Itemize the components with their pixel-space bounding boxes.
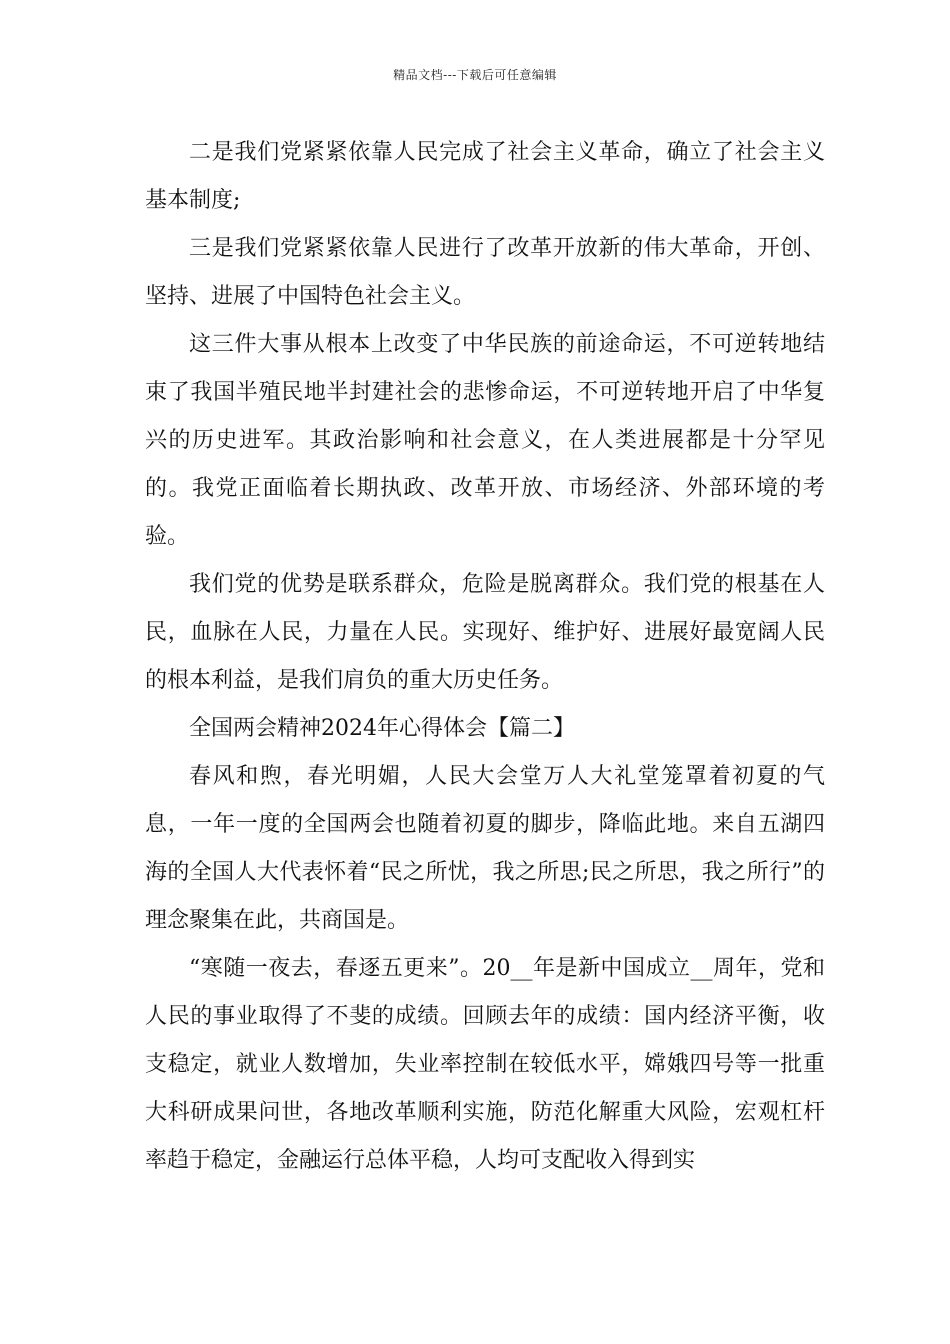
paragraph-4: 我们党的优势是联系群众，危险是脱离群众。我们党的根基在人民，血脉在人民，力量在人民。实现好、维护好、进展好最宽阔人民的根本利益，是我们肩负的重大历史任务。 <box>145 572 825 693</box>
paragraph-6: “寒随一夜去，春逐五更来”。20__年是新中国成立__周年，党和人民的事业取得了不斐的成绩。回顾去年的成绩：国内经济平衡，收支稳定，就业人数增加，失业率控制在较低水平，嫦娥四号等一批重大科研成果问世，各地改革顺利实施，防范化解重大风险，宏观杠杆率趋于稳定，金融运行总体平稳，人均可支配收入得到实 <box>145 956 825 1173</box>
paragraph-1: 二是我们党紧紧依靠人民完成了社会主义革命，确立了社会主义基本制度; <box>145 140 825 213</box>
section-heading: 全国两会精神2024年心得体会【篇二】 <box>189 716 575 741</box>
paragraph-3: 这三件大事从根本上改变了中华民族的前途命运，不可逆转地结束了我国半殖民地半封建社会的悲惨命运，不可逆转地开启了中华复兴的历史进军。其政治影响和社会意义，在人类进展都是十分罕见的。我党正面临着长期执政、改革开放、市场经济、外部环境的考验。 <box>145 332 825 549</box>
document-body <box>145 129 825 1185</box>
paragraph-5: 春风和煦，春光明媚，人民大会堂万人大礼堂笼罩着初夏的气息，一年一度的全国两会也随着初夏的脚步，降临此地。来自五湖四海的全国人大代表怀着“民之所忧，我之所思;民之所思，我之所行”的理念聚集在此，共商国是。 <box>145 764 825 933</box>
page-header: 精品文档---下载后可任意编辑 <box>393 68 557 82</box>
paragraph-2: 三是我们党紧紧依靠人民进行了改革开放新的伟大革命，开创、坚持、进展了中国特色社会主义。 <box>145 236 825 309</box>
